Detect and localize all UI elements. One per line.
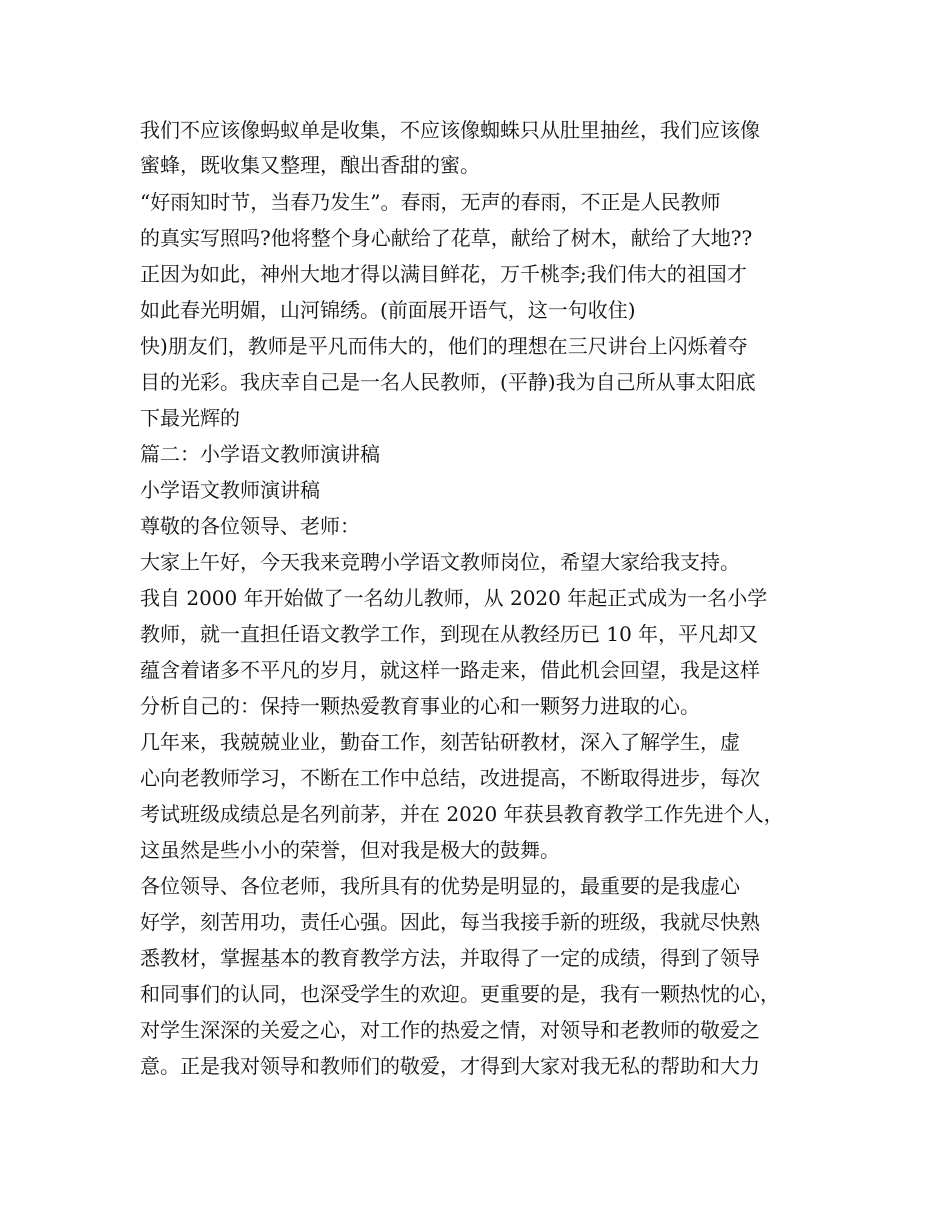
speech-title: 小学语文教师演讲稿 (140, 478, 320, 502)
text-line: 大家上午好，今天我来竞聘小学语文教师岗位，希望大家给我支持。 (140, 550, 740, 574)
text-line: 如此春光明媚，山河锦绣。(前面展开语气，这一句收住) (140, 298, 636, 322)
text-line: 目的光彩。我庆幸自己是一名人民教师，(平静)我为自己所从事太阳底 (140, 370, 756, 394)
text-line: 悉教材，掌握基本的教育教学方法，并取得了一定的成绩，得到了领导 (140, 946, 760, 970)
text-line: 分析自己的：保持一颗热爱教育事业的心和一颗努力进取的心。 (140, 694, 700, 718)
text-line: 各位领导、各位老师，我所具有的优势是明显的，最重要的是我虚心 (140, 874, 740, 898)
text-line: 蜜蜂，既收集又整理，酿出香甜的蜜。 (140, 153, 480, 177)
text-line: “好雨知时节，当春乃发生”。春雨，无声的春雨，不正是人民教师 (140, 190, 721, 214)
text-line: 正因为如此，神州大地才得以满目鲜花，万千桃李;我们伟大的祖国才 (140, 262, 747, 286)
text-line: 蕴含着诸多不平凡的岁月，就这样一路走来，借此机会回望，我是这样 (140, 658, 760, 682)
text-line: 我自 2000 年开始做了一名幼儿教师，从 2020 年起正式成为一名小学 (140, 586, 768, 610)
text-line: 心向老教师学习，不断在工作中总结，改进提高，不断取得进步，每次 (140, 766, 760, 790)
text-line: 快)朋友们，教师是平凡而伟大的，他们的理想在三尺讲台上闪烁着夺 (140, 334, 748, 358)
text-line: 和同事们的认同，也深受学生的欢迎。更重要的是，我有一颗热忱的心， (140, 982, 780, 1006)
text-line: 考试班级成绩总是名列前茅，并在 2020 年获县教育教学工作先进个人， (140, 802, 784, 826)
text-line: 意。正是我对领导和教师们的敬爱，才得到大家对我无私的帮助和大力 (140, 1054, 760, 1078)
text-line: 对学生深深的关爱之心，对工作的热爱之情，对领导和老教师的敬爱之 (140, 1018, 760, 1042)
text-line: 好学，刻苦用功，责任心强。因此，每当我接手新的班级，我就尽快熟 (140, 910, 760, 934)
text-line: 几年来，我兢兢业业，勤奋工作，刻苦钻研教材，深入了解学生，虚 (140, 730, 740, 754)
text-line: 下最光辉的 (140, 406, 240, 430)
text-line: 的真实写照吗?他将整个身心献给了花草，献给了树木，献给了大地?? (140, 226, 753, 250)
text-line: 教师，就一直担任语文教学工作，到现在从教经历已 10 年，平凡却又 (140, 622, 759, 646)
section-heading: 篇二：小学语文教师演讲稿 (140, 442, 380, 466)
salutation: 尊敬的各位领导、老师： (140, 514, 360, 538)
text-line: 这虽然是些小小的荣誉，但对我是极大的鼓舞。 (140, 838, 560, 862)
text-line: 我们不应该像蚂蚁单是收集，不应该像蜘蛛只从肚里抽丝，我们应该像 (140, 118, 760, 142)
